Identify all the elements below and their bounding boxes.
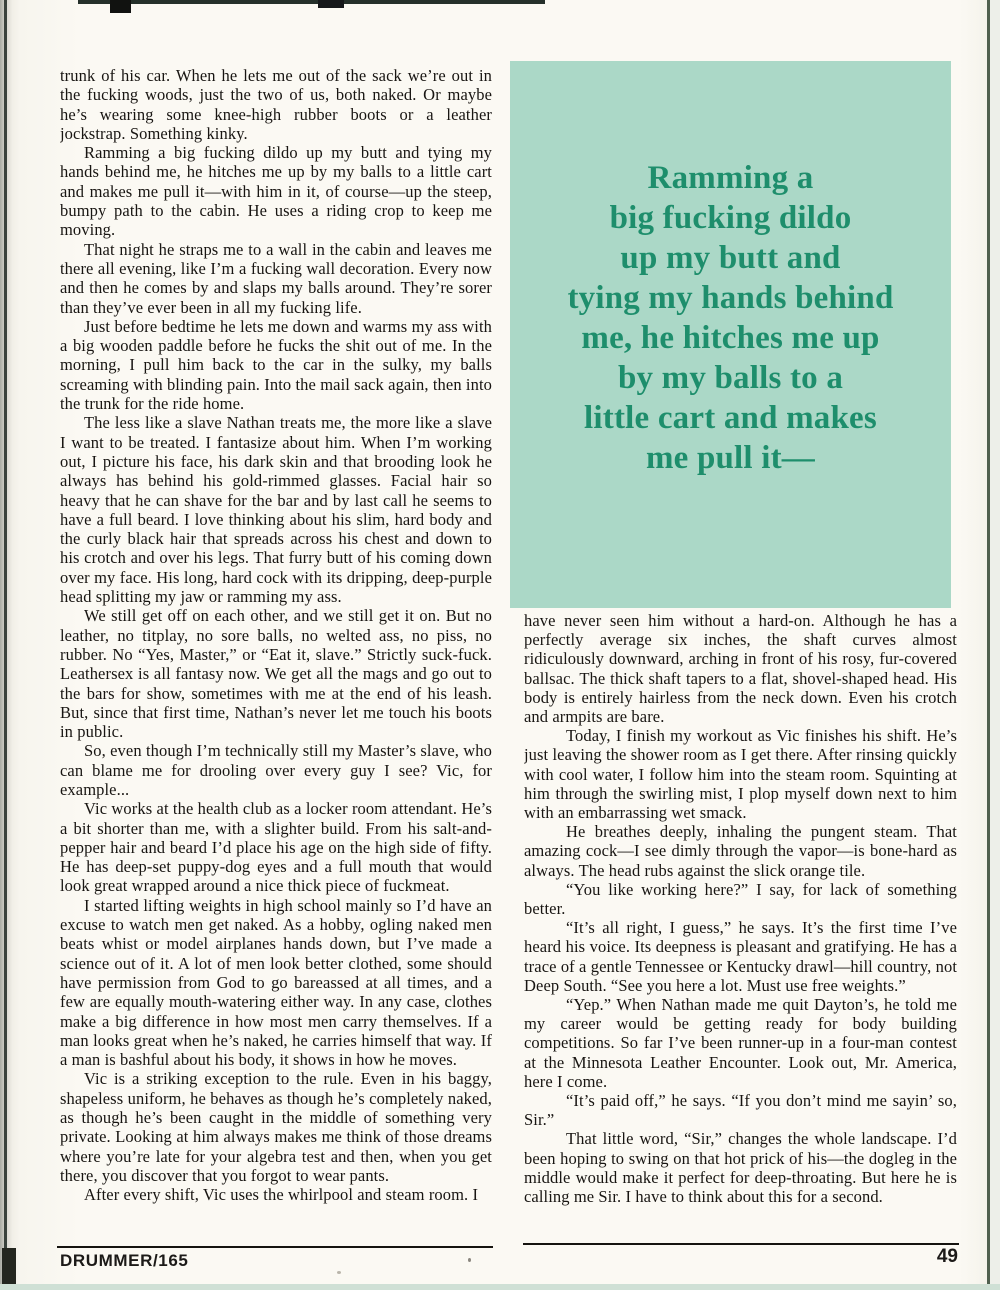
scan-registration-mark [110,0,131,13]
scan-edge-bottom-strip [0,1284,1000,1290]
pull-quote-line: me pull it— [645,440,816,476]
paragraph: Just before bedtime he lets me down and warms my ass with a big wooden paddle before he fucks the shit out of me. In the morning, I pull him back to the car in the sulky, my balls screaming with blinding pain. Into the mail sack again, then into the trunk for the ride home. [60,316,492,414]
paragraph: He breathes deeply, inhaling the pungent steam. That amazing cock—I see dimly through the vapor—is bone-hard as always. The head rubs against the slick orange tile. [524,822,957,880]
paragraph: “It’s all right, I guess,” he says. It’s the first time I’ve heard his voice. Its deepness is pleasant and gratifying. He has a trace of a gentle Tennessee or Kentucky drawl—hill country, not Deep South. “See you here a lot. Must use free weights.” [524,918,957,995]
paragraph: So, even though I’m technically still my Master’s slave, who can blame me for drooling over every guy I see? Vic, for example... [60,741,492,799]
footer-rule-left [57,1246,493,1248]
paragraph: Today, I finish my workout as Vic finishes his shift. He’s just leaving the shower room as I get there. After rinsing quickly with cool water, I follow him into the steam room. Squinting at him through the swirling mist, I plop myself down next to him with an embarrassing wet smack. [524,726,957,823]
pull-quote-text [510,61,951,478]
paragraph: The less like a slave Nathan treats me, the more like a slave I want to be treated. I fantasize about him. When I’m working out, I picture his face, his dark skin and that brooding look he always has behind his gold-rimmed glasses. Facial hair so heavy that he can shave for the bar and by last call he seems to have a full beard. I love thinking about his slim, hard body and the curly black hair that spreads across his chest and down to his crotch and over his legs. That furry butt of his coming down over my face. His long, hard cock with its dripping, deep-purple head splitting my jaw or ramming my ass. [60,413,492,607]
publication-footer: DRUMMER/165 [60,1251,189,1270]
paragraph: That night he straps me to a wall in the cabin and leaves me there all evening, like I’m a fucking wall decoration. Every now and then he comes by and slaps my balls around. They’re sorer than they’ve ever been in all my fucking life. [60,239,492,317]
pull-quote-line: tying my hands behind [567,280,894,316]
paragraph: “It’s paid off,” he says. “If you don’t mind me sayin’ so, Sir.” [524,1091,957,1130]
pull-quote-line: Ramming a [647,160,814,196]
scan-edge-top-line [78,0,545,4]
scan-speck [337,1271,341,1274]
scan-registration-mark [318,0,344,8]
paragraph: After every shift, Vic uses the whirlpool and steam room. I [84,1185,479,1205]
scan-speck [468,1258,471,1262]
page-number: 49 [936,1246,958,1267]
footer-rule-right [523,1243,959,1245]
article-right-column [524,611,957,1245]
paragraph: We still get off on each other, and we still get it on. But no leather, no titplay, no sore balls, no welted ass, no piss, no rubber. No “Yes, Master,” or “Eat it, slave.” Strictly suck-fuck. Leathersex is all fantasy now. We get all the mags and go out to the bars for show, sometimes with me at the end of his leash. But, since that first time, Nathan’s never let me touch his boots in public. [60,606,492,742]
paragraph: Vic is a striking exception to the rule. Even in his baggy, shapeless uniform, he behaves as though he’s completely naked, as though he’s been caught in the middle of something very private. Looking at him always makes me think of those dreams where you’re late for your algebra test and then, when you get there, you discover that you forgot to wear pants. [60,1069,492,1185]
scan-edge-right-strip [990,0,1000,1290]
pull-quote-line: up my butt and [620,240,841,276]
pull-quote-line: little cart and makes [584,400,877,436]
paragraph: Vic works at the health club as a locker room attendant. He’s a bit shorter than me, with a slighter build. From his salt-and-pepper hair and beard I’d place his age on the high side of fifty. He has deep-set puppy-dog eyes and a full mouth that would look great wrapped around a nice thick piece of fuckmeat. [60,799,492,896]
paragraph: “Yep.” When Nathan made me quit Dayton’s, he told me my career would be getting ready for body building competitions. So far I’ve been runner-up in a four-man contest at the Minnesota Leather Encounter. Look out, Mr. America, here I come. [524,995,957,1091]
paragraph: Ramming a big fucking dildo up my butt and tying my hands behind me, he hitches me up by my balls to a little cart and makes me pull it—with him in it, of course—up the steep, bumpy path to the cabin. He uses a riding crop to keep me moving. [60,143,492,240]
paragraph: have never seen him without a hard-on. Although he has a perfectly average six inches, the shaft curves almost ridiculously downward, arching in front of his rosy, fur-covered ballsac. The thick shaft tapers to a flat, shovel-shaped head. His body is entirely hairless from the neck down. Even his crotch and armpits are bare. [524,611,957,727]
paragraph: That little word, “Sir,” changes the whole landscape. I’d been hoping to swing on that hot prick of his—the dogleg in the middle would make it perfect for deep-throating. But here he is calling me Sir. I have to think about this for a second. [524,1129,957,1207]
paragraph: “You like working here?” I say, for lack of something better. [524,879,957,919]
paragraph: trunk of his car. When he lets me out of the sack we’re out in the fucking woods, just the two of us, both naked. Or maybe he’s wearing some knee-high rubber boots or a leather jockstrap. Something kinky. [60,66,492,143]
scan-edge-left-line [4,0,7,1290]
pull-quote-line: big fucking dildo [609,200,852,236]
article-left-column [60,66,492,1247]
pull-quote-box [510,61,951,608]
pull-quote-line: me, he hitches me up [581,320,880,356]
pull-quote-line: by my balls to a [617,360,844,396]
paragraph: I started lifting weights in high school mainly so I’d have an excuse to watch men get naked. As a hobby, ogling naked men beats whist or model airplanes hands down, but I’ve made a science out of it. A lot of men look better clothed, some should have permission from God to go bareassed at all times, and a few are equally mouth-watering either way. In any case, clothes make a big difference in how most men carry themselves. If a man looks great when he’s naked, he carries himself that way. If a man is bashful about his body, it shows in how he moves. [60,895,492,1070]
